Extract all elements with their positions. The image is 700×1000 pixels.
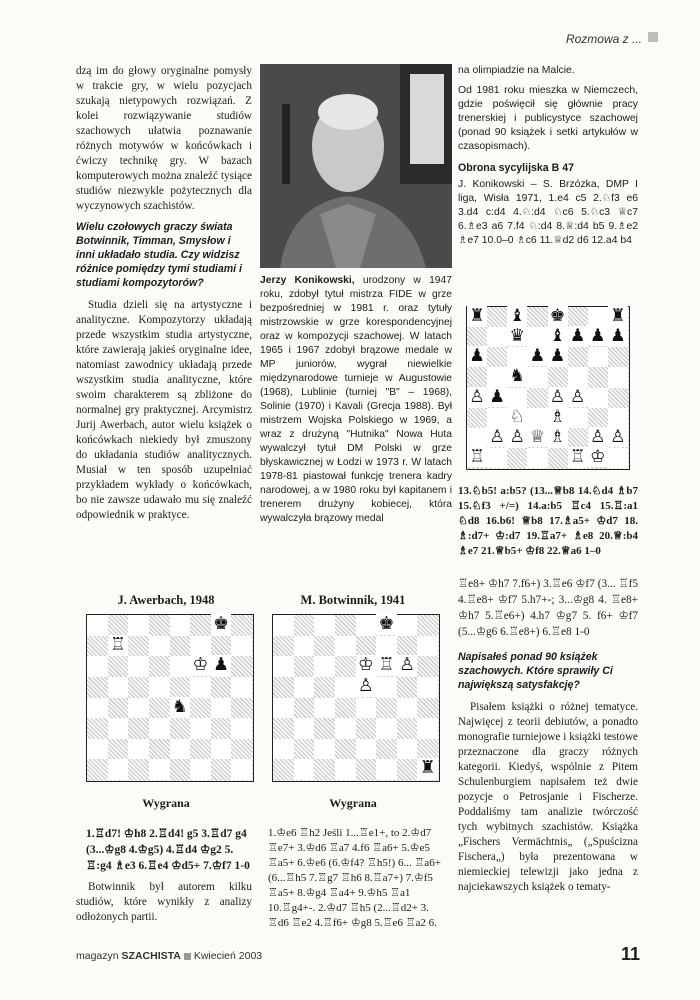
study2-solution: 1.♔e6 ♖h2 Jeśli 1...♖e1+, to 2.♔d7 ♖e7+ 3.♔d6 ♖a7 4.f6 ♖a6+ 5.♔e5 ♖a5+ 6.♔e6 (6.♔f4? ♖h5!) 6... ♖a6+ (6...♖h5 7.♖g7 ♖h6 8.♖a7+) 7.♔f5 ♖a5+ 8.♔g4 ♖a4+ 9.♔h5 ♖a1 10.♖g4+-. 2.♔d7 ♖h5 (2...♖d2+ 3. ♖d6 ♖e2 4.♖f6+ ♔g8 5.♖e6 ♖a2 6.: [268, 827, 441, 929]
light-square: [128, 615, 149, 636]
black-queen-piece: ♛: [507, 326, 527, 346]
light-square: [231, 636, 252, 657]
light-square: [273, 615, 294, 636]
light-square: [356, 698, 377, 719]
white-king-piece: ♔: [190, 655, 211, 676]
light-square: [211, 698, 232, 719]
light-square: [588, 388, 608, 408]
caption-name: Jerzy Konikowski,: [260, 275, 355, 286]
black-pawn-piece: ♟: [487, 387, 507, 407]
white-rook-piece: ♖: [568, 447, 588, 467]
paragraph: Od 1981 roku mieszka w Niemczech, gdzie poświęcił się głównie pracy trenerskiej i publicystyce szachowej (ponad 90 książek i setki artykułów w czasopismach).: [458, 85, 638, 152]
study2-solution-continued: ♖e8+ ♔h7 7.f6+) 3.♖e6 ♔f7 (3... ♖f5 4.♖e8+ ♔f7 5.h7+-; 3...♔g8 4. ♖e8+ ♔h7 5.♖e6+) 4.h7 ♔g7 5. f6+ ♔f7 (5...♔g6 6.♖e8+) 6.♖e8 1-0: [458, 578, 638, 638]
black-knight-piece: ♞: [507, 366, 527, 386]
black-pawn-piece: ♟: [211, 655, 232, 676]
light-square: [588, 307, 608, 327]
black-king-piece: ♚: [548, 306, 568, 326]
light-square: [231, 718, 252, 739]
opening-heading: Obrona sycylijska B 47: [458, 162, 575, 174]
photo-caption: [260, 274, 452, 526]
light-square: [417, 718, 438, 739]
white-pawn-piece: ♙: [608, 427, 628, 447]
white-rook-piece: ♖: [467, 447, 487, 467]
light-square: [211, 739, 232, 760]
footer-brand: SZACHISTA: [121, 950, 181, 962]
light-square: [128, 656, 149, 677]
light-square: [314, 698, 335, 719]
light-square: [608, 448, 628, 468]
white-knight-piece: ♘: [507, 407, 527, 427]
study2-board: [272, 614, 440, 782]
light-square: [588, 347, 608, 367]
paragraph: Studia dzieli się na artystyczne i analityczne. Kompozytorzy układają przede wszystkim studia artystyczne, które zawierają jakieś oryginalne idee, natomiast zawodnicy układają przede wszystkim studia analityczne, które swoim charakterem są zbliżone do normalnej gry praktycznej. Arcymistrz Jurij Awerbach, autor wielu książek o końcówkach niekiedy był zmuszony do układania studiów analitycznych. Musiał w ten sposób uzupełniać przykładem wykłady o końcówkach, bo nie zawsze udawało mu się znaleźć odpowiednik w praktyce.: [76, 299, 252, 521]
light-square: [190, 636, 211, 657]
black-pawn-piece: ♟: [608, 326, 628, 346]
column-left: [76, 64, 252, 527]
paragraph: dzą im do głowy oryginalne pomysły w trakcie gry, w wielu pozycjach szukają nietypowych rozwiązań. Z kolei rozwiązywanie studiów szachowych ułatwia poznawanie różnych motywów w końcówkach i ćwiczy technikę gry. W bazach komputerowych można znaleźć tysiące studiów niezwykle pożytecznych dla wyczynowych szachistów.: [76, 65, 252, 212]
paragraph: Pisałem książki o różnej tematyce. Najwięcej z teorii debiutów, a ponadto monografie turniejowe i książki testowe przeznaczone dla graczy różnych kategorii. Kiedyś, wspólnie z Pitem Schulenburgiem napisałem też dwie pozycje o Petrosjanie i Fischerze. Poddaliśmy tam analizie twórczość tych wybitnych szachistów. Książka „Fischers Vermächtnis„ („Spuścizna Fischera„) była prezentowana w niemieckiej telewizji jako jedna z najciekawszych książek o tematy-: [458, 701, 638, 893]
black-knight-piece: ♞: [170, 697, 191, 718]
light-square: [527, 327, 547, 347]
light-square: [314, 615, 335, 636]
portrait-illustration: [260, 64, 452, 268]
light-square: [487, 367, 507, 387]
black-pawn-piece: ♟: [568, 326, 588, 346]
light-square: [108, 759, 129, 780]
light-square: [507, 347, 527, 367]
light-square: [170, 615, 191, 636]
paragraph: Botwinnik był autorem kilku studiów, które wynikły z analizy odłożonych partii.: [76, 881, 252, 923]
light-square: [397, 698, 418, 719]
light-square: [190, 759, 211, 780]
light-square: [356, 615, 377, 636]
light-square: [527, 448, 547, 468]
light-square: [108, 677, 129, 698]
footer-magazine: magazyn: [76, 950, 119, 962]
light-square: [568, 367, 588, 387]
black-pawn-piece: ♟: [588, 326, 608, 346]
black-bishop-piece: ♝: [548, 326, 568, 346]
study-note: [76, 880, 252, 929]
light-square: [273, 698, 294, 719]
study1-board: [86, 614, 254, 782]
study1-title: J. Awerbach, 1948: [117, 593, 215, 607]
light-square: [294, 718, 315, 739]
white-pawn-piece: ♙: [548, 387, 568, 407]
column-right: [458, 64, 638, 248]
footer-separator: [184, 953, 191, 960]
white-king-piece: ♔: [588, 447, 608, 467]
light-square: [314, 739, 335, 760]
white-pawn-piece: ♙: [588, 427, 608, 447]
light-square: [273, 739, 294, 760]
light-square: [568, 408, 588, 428]
white-pawn-piece: ♙: [467, 387, 487, 407]
light-square: [376, 636, 397, 657]
light-square: [335, 759, 356, 780]
black-pawn-piece: ♟: [548, 346, 568, 366]
light-square: [376, 718, 397, 739]
light-square: [527, 408, 547, 428]
light-square: [170, 739, 191, 760]
light-square: [149, 636, 170, 657]
caption-text: urodzony w 1947 roku, zdobył tytuł mistrza FIDE w grze bezpośredniej w 1981 r. oraz tytuły mistrzowskie w grze korespondencyjnej oraz w kompozycji szachowej. W latach 1965 i 1967 zdobył brązowe medale w MP juniorów, wygrał niewielkie międzynarodowe turnieje w Augustowie (1968), Lublinie (turniej "B" – 1968), Solinie (1970) i Kavali (Grecja 1988). Był mistrzem Wojska Polskiego w 1969, a wraz z drużyną "Hutnika" Nowa Huta wywalczył tytuł DM Polski w grze błyskawicznej w Łodzi w 1973 r. W latach 1978-81 piastował funkcję trenera kadry narodowej, a w 1980 roku był kapitanem i trenerem drużyny kobiecej, która wywalczyła brązowy medal: [260, 275, 452, 524]
light-square: [335, 636, 356, 657]
light-square: [487, 408, 507, 428]
study1-solution: 1.♖d7! ♔h8 2.♖d4! g5 3.♖d7 g4 (3...♔g8 4.♔g5) 4.♖d4 ♔g2 5. ♖:g4 ♗e3 6.♖e4 ♔d5+ 7.♔f7 1-0: [86, 828, 250, 872]
study1-result: Wygrana: [142, 796, 190, 810]
light-square: [231, 677, 252, 698]
light-square: [335, 677, 356, 698]
footer: [76, 950, 262, 962]
black-pawn-piece: ♟: [467, 346, 487, 366]
portrait-photo: [260, 64, 452, 268]
black-king-piece: ♚: [211, 614, 232, 635]
light-square: [87, 739, 108, 760]
white-rook-piece: ♖: [108, 635, 129, 656]
light-square: [108, 718, 129, 739]
light-square: [487, 448, 507, 468]
column-right-lower: [458, 576, 638, 899]
light-square: [128, 698, 149, 719]
light-square: [87, 615, 108, 636]
light-square: [294, 759, 315, 780]
footer-issue: Kwiecień 2003: [193, 950, 263, 962]
game-continuation: [458, 484, 638, 559]
light-square: [294, 636, 315, 657]
white-pawn-piece: ♙: [507, 427, 527, 447]
header-marker: [648, 32, 658, 42]
light-square: [376, 759, 397, 780]
light-square: [608, 408, 628, 428]
paragraph: na olimpiadzie na Malcie.: [458, 65, 575, 76]
light-square: [376, 677, 397, 698]
light-square: [170, 656, 191, 677]
study2-result: Wygrana: [329, 796, 377, 810]
game-continuation-text: 13.♘b5! a:b5? (13...♕b8 14.♘d4 ♗b7 15.♘f3 +/=) 14.a:b5 ♖c4 15.♖:a1 ♘d8 16.b6! ♕b8 17.♗a5+ ♔d7 18. ♗:d7+ ♔:d7 19.♖a7+ ♗e8 20.♕:b4 ♗e7 21.♕b5+ ♔f8 22.♕a6 1–0: [458, 485, 638, 557]
light-square: [417, 636, 438, 657]
black-pawn-piece: ♟: [527, 346, 547, 366]
light-square: [149, 759, 170, 780]
page-number: 11: [620, 944, 640, 964]
white-pawn-piece: ♙: [568, 387, 588, 407]
light-square: [149, 677, 170, 698]
light-square: [397, 615, 418, 636]
white-pawn-piece: ♙: [356, 676, 377, 697]
light-square: [87, 698, 108, 719]
light-square: [314, 656, 335, 677]
interview-question: Wielu czołowych graczy świata Botwinnik, Timman, Smysłow i inni układało studia. Czy widzisz różnice pomiędzy tymi studiami i studiami kompozytorów?: [76, 221, 243, 289]
light-square: [397, 739, 418, 760]
white-bishop-piece: ♗: [548, 407, 568, 427]
light-square: [527, 367, 547, 387]
interview-question: Napisałeś ponad 90 książek szachowych. Które sprawiły Ci największą satysfakcję?: [458, 651, 613, 691]
white-pawn-piece: ♙: [487, 427, 507, 447]
light-square: [356, 739, 377, 760]
white-rook-piece: ♖: [376, 655, 397, 676]
black-king-piece: ♚: [376, 614, 397, 635]
light-square: [467, 428, 487, 448]
white-pawn-piece: ♙: [397, 655, 418, 676]
game-score: J. Konikowski – S. Brzózka, DMP I liga, Wisła 1971, 1.e4 c5 2.♘f3 e6 3.d4 c:d4 4.♘:d4 ♘c6 5.♘c3 ♕c7 6.♗e3 a6 7.f4 ♘:d4 8.♕:d4 b5 9.♗e2 ♗e7 10.0–0 ♗c6 11.♕d2 d6 12.a4 b4: [458, 179, 638, 246]
light-square: [487, 327, 507, 347]
light-square: [417, 677, 438, 698]
light-square: [231, 759, 252, 780]
black-rook-piece: ♜: [608, 306, 628, 326]
light-square: [190, 718, 211, 739]
light-square: [294, 677, 315, 698]
black-bishop-piece: ♝: [507, 306, 527, 326]
light-square: [608, 367, 628, 387]
light-square: [87, 656, 108, 677]
light-square: [149, 718, 170, 739]
study2-title: M. Botwinnik, 1941: [300, 593, 406, 607]
white-bishop-piece: ♗: [548, 427, 568, 447]
game-board: [466, 306, 630, 470]
section-title: Rozmowa z ...: [565, 32, 642, 46]
black-rook-piece: ♜: [417, 758, 438, 779]
black-rook-piece: ♜: [467, 306, 487, 326]
light-square: [507, 388, 527, 408]
light-square: [128, 739, 149, 760]
white-king-piece: ♔: [356, 655, 377, 676]
light-square: [273, 656, 294, 677]
light-square: [335, 718, 356, 739]
white-queen-piece: ♕: [527, 427, 547, 447]
light-square: [190, 677, 211, 698]
